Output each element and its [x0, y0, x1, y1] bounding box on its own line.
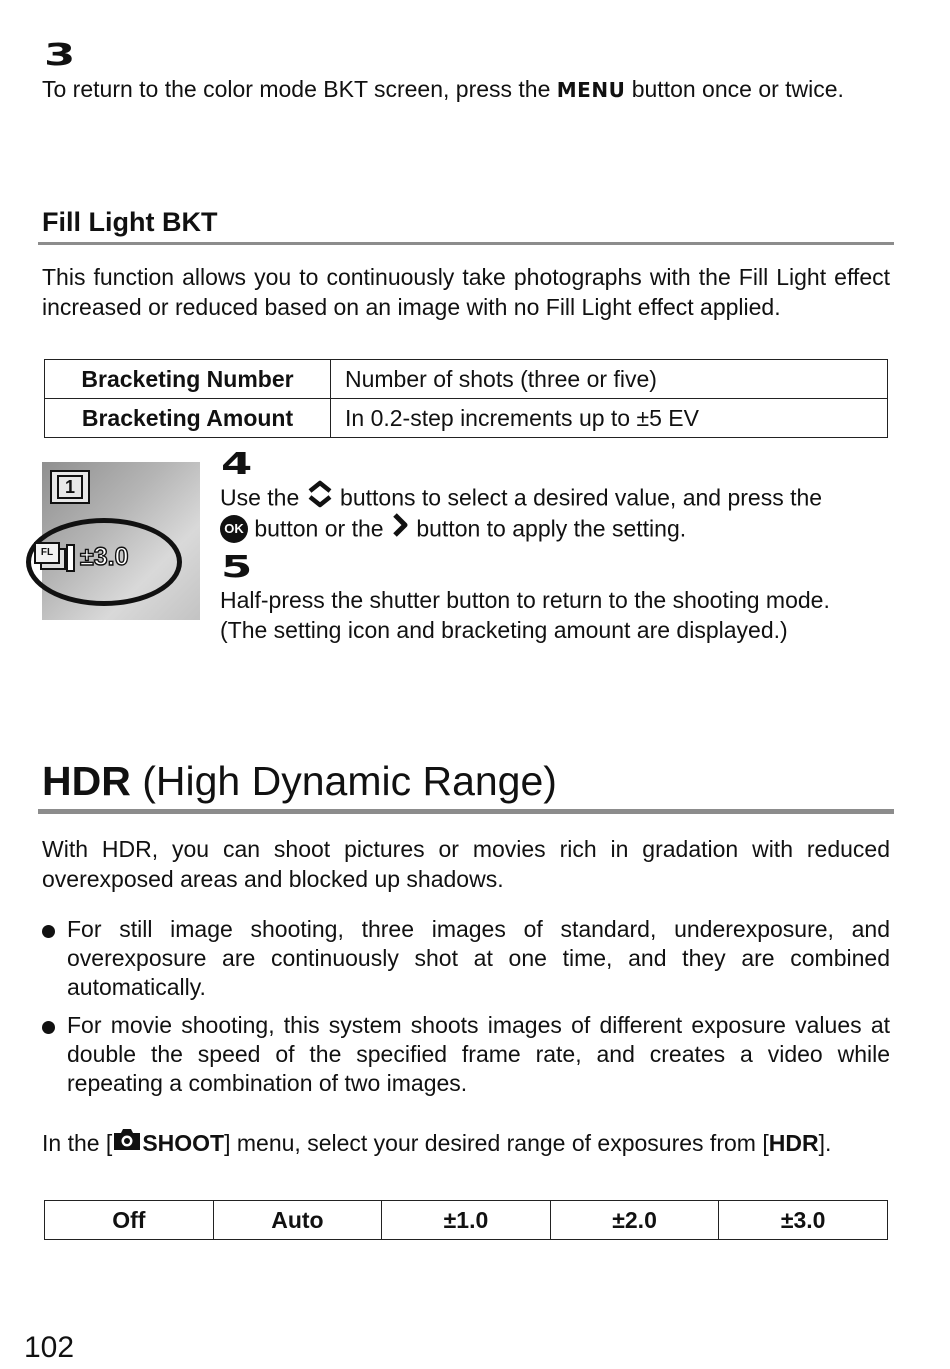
frame-number: 1 [57, 475, 83, 499]
option-cell: ±2.0 [550, 1201, 719, 1240]
step-number-4: 4 [221, 447, 253, 482]
step4-text-b: buttons to select a desired value, and press the [340, 484, 823, 511]
bullet-dot [42, 925, 55, 938]
step4-text-d: button to apply the setting. [416, 515, 687, 542]
hdr-menu-instruction [42, 1128, 890, 1160]
table-row [45, 1201, 888, 1240]
fl-label: FL [34, 542, 60, 564]
step3-text [42, 74, 890, 105]
shoot-menu-label: SHOOT [142, 1130, 225, 1156]
step5-line2: (The setting icon and bracketing amount are displayed.) [220, 617, 788, 643]
menu-line-c: ]. [818, 1130, 832, 1156]
page-number: 102 [24, 1331, 75, 1364]
hdr-item-label: HDR [768, 1130, 819, 1156]
fill-light-bkt-icon [34, 542, 68, 570]
up-down-arrows-icon [306, 480, 334, 515]
table-value: Number of shots (three or five) [331, 360, 888, 399]
step-number-3: 3 [44, 38, 76, 73]
table-value: In 0.2-step increments up to ±5 EV [331, 399, 888, 438]
option-cell: ±1.0 [382, 1201, 551, 1240]
step5-line1: Half-press the shutter button to return to the shooting mode. [220, 587, 830, 613]
table-label: Bracketing Number [45, 360, 331, 399]
bullet-text: For still image shooting, three images of standard, underexposure, and overexposure are continuously shot at one time, and they are combined automatically. [67, 916, 890, 1000]
option-cell: Off [45, 1201, 214, 1240]
hdr-options-table [44, 1200, 888, 1240]
menu-button-label: MENU [556, 78, 626, 102]
step3-text-after: button once or twice. [631, 76, 844, 102]
ok-button-icon: OK [220, 515, 248, 543]
menu-line-a: In the [ [42, 1130, 113, 1156]
fill-light-intro: This function allows you to continuously take photographs with the Fill Light effect increased or reduced based on an image with no Fill Light effect applied. [42, 264, 890, 320]
option-cell: Auto [213, 1201, 382, 1240]
step3-text-before: To return to the color mode BKT screen, press the [42, 76, 551, 102]
hdr-title [42, 756, 557, 806]
section-rule [38, 242, 894, 245]
table-label: Bracketing Amount [45, 399, 331, 438]
step-number-5: 5 [221, 550, 253, 585]
hdr-rule [38, 809, 894, 814]
camera-icon [112, 1127, 142, 1158]
hdr-title-bold: HDR [42, 758, 131, 804]
hdr-intro: With HDR, you can shoot pictures or movies rich in gradation with reduced overexposed areas and blocked up shadows. [42, 836, 890, 892]
step4-line2 [220, 513, 890, 548]
frame-icon [50, 470, 90, 504]
section-heading-fill-light-bkt: Fill Light BKT [42, 207, 218, 237]
menu-line-b: ] menu, select your desired range of exposures from [ [224, 1130, 769, 1156]
option-cell: ±3.0 [719, 1201, 888, 1240]
bullet-text: For movie shooting, this system shoots images of different exposure values at double the speed of the specified frame rate, and creates a video while repeating a combination of two images. [67, 1012, 890, 1096]
step4-text-a: Use the [220, 484, 300, 511]
lcd-bracket-value: ±3.0 [80, 543, 129, 571]
step4-line1 [220, 482, 890, 517]
bullet-dot [42, 1021, 55, 1034]
hdr-title-rest: (High Dynamic Range) [142, 758, 557, 804]
step4-text-c: button or the [254, 515, 384, 542]
table-row [45, 399, 888, 438]
bracketing-table [44, 359, 888, 438]
table-row [45, 360, 888, 399]
right-arrow-icon [390, 511, 410, 546]
camera-lcd-illustration [42, 462, 200, 620]
bracket-bar-icon [66, 544, 75, 572]
list-item [42, 915, 890, 1002]
list-item [42, 1011, 890, 1098]
